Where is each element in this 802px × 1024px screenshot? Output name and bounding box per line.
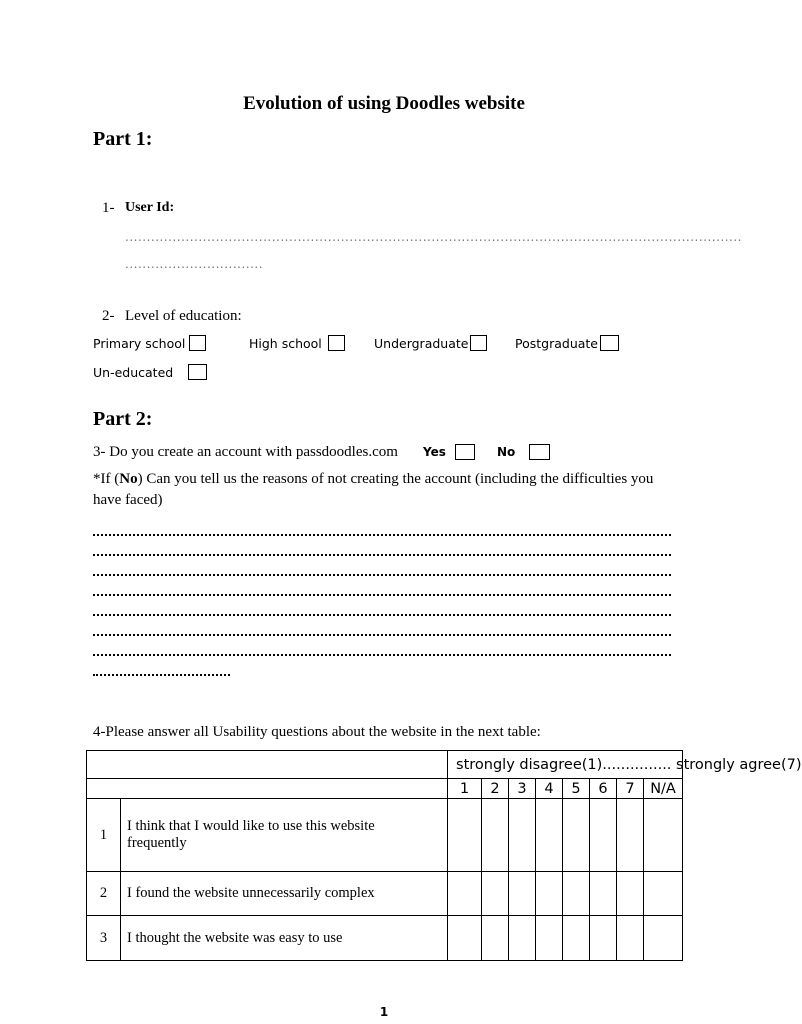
column-header: 7: [617, 779, 644, 799]
no-label: No: [497, 445, 516, 459]
checkbox-yes[interactable]: [455, 444, 475, 460]
rating-cell-7[interactable]: [617, 799, 644, 872]
row-number: 1: [87, 799, 121, 872]
question-text: I thought the website was easy to use: [121, 916, 448, 961]
column-header: 1: [448, 779, 482, 799]
rating-cell-4[interactable]: [536, 799, 563, 872]
scale-label: strongly disagree(1)............... strongly agree(7): [448, 751, 683, 779]
question-line: frequently: [127, 835, 187, 851]
option-undergraduate: [374, 335, 487, 351]
reason-answer-line[interactable]: [93, 634, 671, 638]
q4-text: 4-Please answer all Usability questions about the website in the next table:: [93, 724, 541, 740]
checkbox-undergraduate[interactable]: [470, 335, 487, 351]
question-text: I found the website unnecessarily complex: [121, 872, 448, 916]
reason-answer-line[interactable]: [93, 554, 671, 558]
rating-cell-4[interactable]: [536, 872, 563, 916]
followup-prefix: *If (: [93, 471, 120, 487]
column-header: 6: [590, 779, 617, 799]
checkbox-no[interactable]: [529, 444, 550, 460]
option-high-school: [249, 335, 345, 351]
option-label: Un-educated: [93, 364, 174, 380]
rating-cell-2[interactable]: [482, 799, 509, 872]
q3-text: 3- Do you create an account with passdoodles.com: [93, 444, 398, 460]
empty-header-cell: [87, 751, 448, 779]
user-id-answer-line[interactable]: ...............................................................................................................................................: [125, 230, 742, 244]
followup-no: No: [119, 471, 138, 487]
rating-cell-2[interactable]: [482, 916, 509, 961]
option-un-educated: [93, 364, 207, 380]
rating-cell-3[interactable]: [509, 872, 536, 916]
empty-header-cell: [87, 779, 448, 799]
checkbox-high-school[interactable]: [328, 335, 345, 351]
scale-header-row: [87, 751, 683, 779]
column-header-row: [87, 779, 683, 799]
rating-cell-6[interactable]: [590, 872, 617, 916]
rating-cell-5[interactable]: [563, 916, 590, 961]
question-text: [121, 799, 448, 872]
q3-followup-line1: [93, 471, 653, 488]
reason-answer-line[interactable]: [93, 574, 671, 578]
table-row: [87, 799, 683, 872]
rating-cell-7[interactable]: [617, 872, 644, 916]
option-label: High school: [249, 335, 322, 351]
rating-cell-2[interactable]: [482, 872, 509, 916]
reason-answer-line[interactable]: [93, 614, 671, 618]
user-id-label: User Id:: [125, 200, 175, 215]
rating-cell-na[interactable]: [644, 916, 683, 961]
table-row: [87, 872, 683, 916]
rating-cell-7[interactable]: [617, 916, 644, 961]
education-label: Level of education:: [125, 308, 242, 324]
rating-cell-5[interactable]: [563, 799, 590, 872]
row-number: 3: [87, 916, 121, 961]
document-title: Evolution of using Doodles website: [243, 93, 525, 114]
column-header: N/A: [644, 779, 683, 799]
reason-answer-line[interactable]: [93, 534, 671, 538]
reason-answer-line[interactable]: [93, 594, 671, 598]
row-number: 2: [87, 872, 121, 916]
user-id-answer-line-2[interactable]: ................................: [125, 257, 264, 271]
option-yes: [423, 444, 475, 460]
part2-heading: Part 2:: [93, 408, 153, 430]
page-number: 1: [379, 1005, 389, 1019]
rating-cell-5[interactable]: [563, 872, 590, 916]
rating-cell-1[interactable]: [448, 916, 482, 961]
rating-cell-na[interactable]: [644, 799, 683, 872]
rating-cell-6[interactable]: [590, 799, 617, 872]
table-row: [87, 916, 683, 961]
checkbox-un-educated[interactable]: [188, 364, 207, 380]
q1-number: 1-: [102, 200, 115, 216]
reason-answer-line[interactable]: [93, 674, 230, 678]
usability-table: [86, 750, 802, 961]
yes-label: Yes: [423, 445, 446, 459]
column-header: 4: [536, 779, 563, 799]
rating-cell-1[interactable]: [448, 872, 482, 916]
option-label: Undergraduate: [374, 335, 469, 351]
q3-followup-line2: have faced): [93, 492, 163, 508]
option-label: Postgraduate: [515, 335, 598, 351]
column-header: 2: [482, 779, 509, 799]
question-line: I think that I would like to use this website: [127, 818, 375, 834]
option-postgraduate: [515, 335, 619, 351]
rating-cell-3[interactable]: [509, 916, 536, 961]
rating-cell-1[interactable]: [448, 799, 482, 872]
column-header: 5: [563, 779, 590, 799]
option-label: Primary school: [93, 335, 186, 351]
reason-answer-line[interactable]: [93, 654, 671, 658]
rating-cell-na[interactable]: [644, 872, 683, 916]
checkbox-postgraduate[interactable]: [600, 335, 619, 351]
option-no: [497, 444, 550, 460]
rating-cell-3[interactable]: [509, 799, 536, 872]
column-header: 3: [509, 779, 536, 799]
option-primary-school: [93, 335, 206, 351]
followup-text: ) Can you tell us the reasons of not creating the account (including the difficulties you: [137, 471, 654, 487]
rating-cell-4[interactable]: [536, 916, 563, 961]
q2-number: 2-: [102, 308, 115, 324]
checkbox-primary-school[interactable]: [189, 335, 206, 351]
rating-cell-6[interactable]: [590, 916, 617, 961]
part1-heading: Part 1:: [93, 128, 153, 150]
